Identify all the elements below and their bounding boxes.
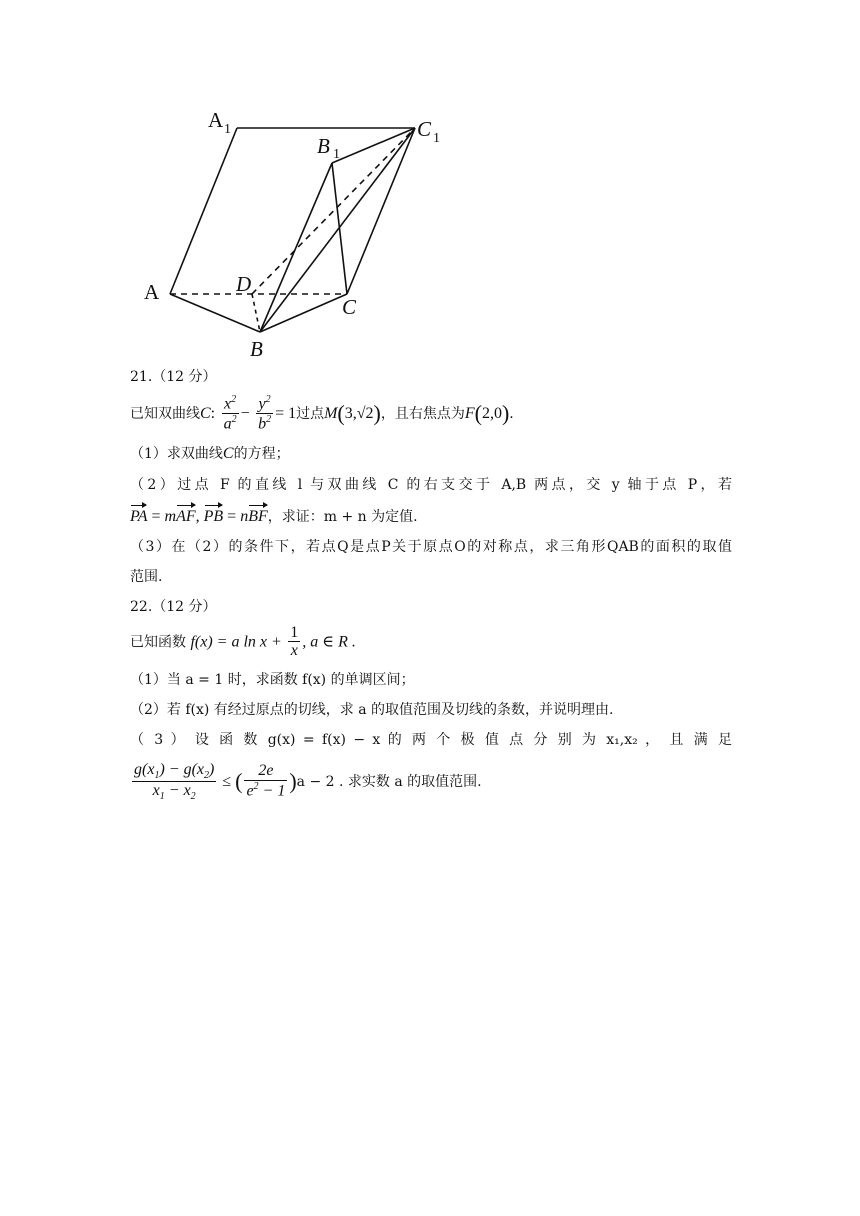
q21-part2-line2: PA = mAF, PB = nBF，求证：m + n 为定值.	[130, 506, 732, 528]
label-d: D	[236, 272, 252, 296]
q21-stem-mid: 过点	[296, 405, 325, 422]
q22-frac-e: $\frac{2e}{e^2 - 1}$	[246, 762, 286, 800]
q21-header: 21.（12 分）	[130, 369, 217, 385]
label-c1-sub: 1	[433, 131, 440, 146]
label-b1-sub: 1	[333, 147, 340, 162]
edge-ab	[170, 294, 260, 332]
label-b1: B	[317, 134, 330, 158]
label-a1: A	[208, 108, 224, 132]
q22-part2: （2）若 f(x) 有经过原点的切线，求 a 的取值范围及切线的条数，并说明理由.	[130, 701, 614, 718]
q22-header: 22.（12 分）	[130, 599, 217, 616]
q21-stem: 已知双曲线C: $\frac{x^2}{a^2}$ − $\frac{y^2}{b^2}$ = 1过点M(3,√2)，且右焦点为F(2,0).	[130, 393, 514, 432]
q21-frac-x: $\frac{x^2}{a^2}$	[223, 393, 237, 432]
q22-part3-line2: $\frac{g(x_1) - g(x_2)}{x_1 - x_2}$ ≤ ( $\frac{2e}{e^2 - 1}$ )a − 2 . 求实数 a 的取值范围.	[134, 760, 482, 802]
q22-frac: $\frac{1}{x}$	[290, 623, 299, 660]
edge-a1a	[170, 128, 237, 294]
q21-stem-f: F	[464, 404, 475, 422]
q21-stem-focus: ，且右焦点为	[380, 405, 465, 422]
q21-p2-end: ，求证：m + n 为定值.	[267, 508, 418, 525]
q21-p1-end: 的方程；	[233, 446, 290, 463]
q21-p1-text: （1）求双曲线	[130, 446, 223, 463]
label-a: A	[144, 280, 160, 304]
edge-db-dashed	[252, 294, 260, 332]
q22-frac-g: $\frac{g(x_1) - g(x_2)}{x_1 - x_2}$	[134, 760, 215, 802]
q21-m-coord: 3,√2	[344, 404, 374, 422]
q21-part1	[130, 443, 732, 465]
q22-p3-tail: a − 2 . 求实数 a 的取值范围.	[296, 773, 482, 790]
label-c: C	[342, 295, 357, 319]
q22-stem	[130, 624, 732, 661]
q22-stem-pre: 已知函数	[130, 634, 186, 651]
label-a1-sub: 1	[224, 122, 231, 137]
q22-stem-tail: , a ∈ R .	[302, 633, 356, 651]
q21-stem-end: .	[509, 405, 514, 422]
q21-stem-c: C	[200, 404, 211, 422]
q21-frac-y: $\frac{y^2}{b^2}$	[258, 393, 272, 432]
q21-eq-tail: = 1	[275, 404, 297, 422]
label-b: B	[250, 337, 263, 361]
questions	[130, 368, 732, 812]
q21-stem-pre: 已知双曲线	[130, 405, 200, 422]
q21-part2-line1: （2）过点 F 的直线 l 与双曲线 C 的右支交于 A,B 两点，交 y 轴于点 P，若	[130, 476, 732, 493]
q21-part3-line2: 范围.	[130, 569, 163, 586]
q21-f-coord: 2,0	[481, 404, 502, 422]
q22-part3-line1: （ 3 ） 设 函 数 g(x) = f(x) − x 的 两 个 极 值 点 分 别 为 x₁,x₂ ， 且 满 足	[130, 731, 732, 748]
q21-stem-m: M	[324, 404, 338, 422]
q22-part1: （1）当 a = 1 时，求函数 f(x) 的单调区间；	[130, 671, 415, 688]
prism-figure	[130, 100, 450, 365]
prism-diagram	[130, 100, 450, 365]
label-c1: C	[417, 117, 432, 141]
q22-stem-eq: f(x) = a ln x +	[190, 633, 282, 651]
edge-b1b	[260, 163, 332, 332]
q21-part3-line1: （3）在（2）的条件下，若点Q是点P关于原点O的对称点，求三角形QAB的面积的取值	[130, 539, 732, 556]
q21-p1-c: C	[222, 445, 234, 463]
